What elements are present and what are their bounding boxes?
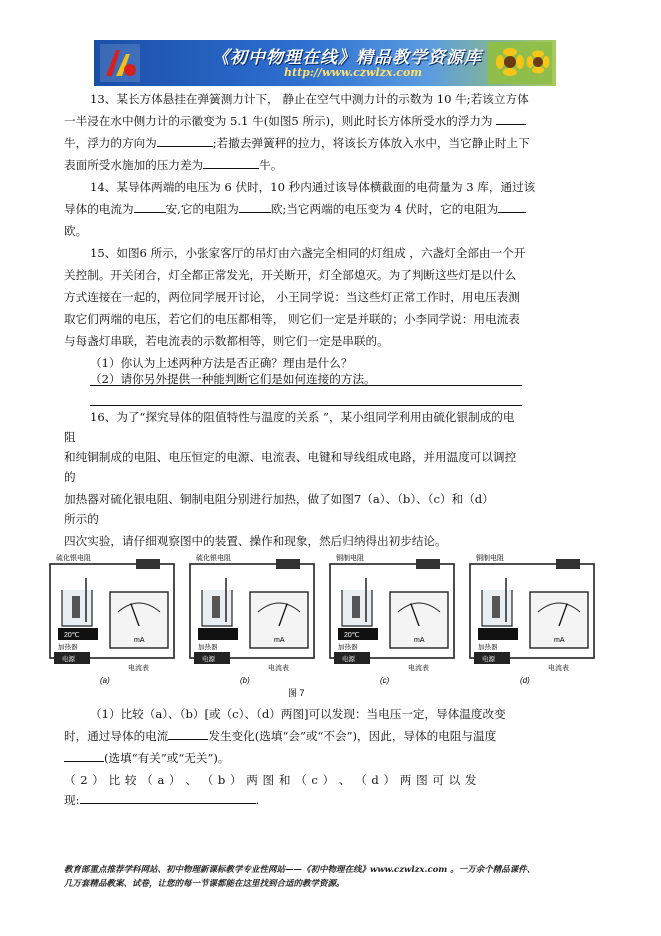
q16-line7: 四次实验，请仔细观察图中的装置、操作和现象，然后归纳得出初步结论。 xyxy=(64,534,447,548)
heater-label: 加热器 xyxy=(338,644,358,651)
sunflower-icon xyxy=(488,42,552,84)
q14-resistance-blank[interactable] xyxy=(239,200,271,213)
header-banner xyxy=(94,40,556,86)
q13-line4: 表面所受水施加的压力差为 牛。 xyxy=(64,158,283,172)
resistor-icon xyxy=(72,596,80,618)
q14-line3: 欧。 xyxy=(64,224,88,238)
panel-id: (c) xyxy=(380,676,390,685)
footer-line1: 教育部重点推荐学科网站、初中物理新课标教学专业性网站——《初中物理在线》www.czwlzx.com 。一万余个精品课件、 xyxy=(64,865,536,875)
resistor-icon xyxy=(352,596,360,618)
q15-line3: 方式连接在一起的，两位同学展开讨论， 小王同学说：当这些灯正常工作时，用电压表测 xyxy=(64,290,520,304)
switch-icon xyxy=(276,559,300,569)
ammeter-unit: mA xyxy=(554,637,565,644)
ammeter-label: 电流表 xyxy=(268,665,289,672)
resistor-label: 硫化银电阻 xyxy=(56,555,91,562)
q16-line3: 和纯铜制成的电阻、电压恒定的电源、电流表、电键和导线组成电路，并用温度可以调控 xyxy=(64,450,517,464)
q16-line6: 所示的 xyxy=(64,512,99,526)
switch-icon xyxy=(136,559,160,569)
q13-line1: 13、某长方体悬挂在弹簧测力计下， 静止在空气中测力计的示数为 10 牛;若该立方体 xyxy=(90,92,529,106)
q16-sub2-line1: （ 2 ） 比 较 （ a ） 、 （ b ） 两 图 和 （ c ） 、 （ d ） 两 图 可 以 发 xyxy=(64,773,478,787)
heater-label: 加热器 xyxy=(198,644,218,651)
panel-id: (b) xyxy=(240,676,250,685)
heater-label: 加热器 xyxy=(478,644,498,651)
resistor-icon xyxy=(492,596,500,618)
resistor-label: 铜制电阻 xyxy=(336,555,364,562)
q16-line4: 的 xyxy=(64,470,76,484)
q13-pressure-blank[interactable] xyxy=(203,156,259,169)
q14-line2: 导体的电流为 安,它的电阻为 欧;当它两端的电压变为 4 伏时，它的电阻为 xyxy=(64,198,588,220)
figure-7 xyxy=(40,550,620,700)
panel-id: (a) xyxy=(100,676,110,685)
banner-url[interactable]: http://www.czwlzx.com xyxy=(284,66,422,79)
power-label: 电源 xyxy=(202,656,215,663)
ammeter-label: 电流表 xyxy=(128,665,149,672)
power-label: 电源 xyxy=(342,656,355,663)
ammeter-unit: mA xyxy=(274,637,285,644)
q16-line5: 加热器对硫化银电阻、铜制电阻分别进行加热，做了如图7（a）、（b）、（c）和（d） xyxy=(64,492,494,506)
q16-current-change-blank[interactable] xyxy=(168,727,208,740)
ammeter-label: 电流表 xyxy=(408,665,429,672)
banner-title: 《初中物理在线》精品教学资源库 xyxy=(212,48,482,68)
switch-icon xyxy=(416,559,440,569)
ammeter-label: 电流表 xyxy=(548,665,569,672)
ammeter-unit: mA xyxy=(134,637,145,644)
site-logo-icon xyxy=(100,44,140,82)
q15-sub2: （2）请你另外提供一种能判断它们是如何连接的方法。 xyxy=(90,372,376,386)
q13-buoyancy-blank[interactable] xyxy=(496,112,526,125)
figure-caption: 图 7 xyxy=(288,688,305,698)
q14-current-blank[interactable] xyxy=(134,200,166,213)
temperature-readout: 20℃ xyxy=(64,632,80,639)
q13-line2: 一半浸在水中侧力计的示徽变为 5.1 牛(如图5 所示)，则此时长方体所受水的浮力为 xyxy=(64,110,588,132)
q15-line4: 取它们两端的电压，若它们的电压都相等， 则它们一定是并联的；小李同学说：用电流表 xyxy=(64,312,520,326)
q16-finding-blank[interactable] xyxy=(80,791,256,804)
q13-line3: 牛，浮力的方向为 ;若撤去弹簧秤的拉力，将该长方体放入水中，当它静止时上下 xyxy=(64,136,530,150)
heater-label: 加热器 xyxy=(58,644,78,651)
q16-sub1-line3: (选填“有关”或“无关”)。 xyxy=(64,747,588,769)
q15-line5: 与每盏灯串联，若电流表的示数都相等，则它们一定是串联的。 xyxy=(64,334,389,348)
resistor-label: 硫化银电阻 xyxy=(196,555,231,562)
q16-relation-blank[interactable] xyxy=(64,749,104,762)
q15-line1: 15、如图6 所示，小张家客厅的吊灯由六盏完全相同的灯组成 ，六盏灯全部由一个开 xyxy=(90,246,526,260)
q16-sub1-line1: （1）比较（a）、（b）[或（c）、（d）两图]可以发现：当电压一定，导体温度改变 xyxy=(90,707,506,721)
switch-icon xyxy=(556,559,580,569)
ammeter-unit: mA xyxy=(414,637,425,644)
q15-sub1: （1）你认为上述两种方法是否正确？理由是什么？ xyxy=(90,356,353,370)
heater-display xyxy=(478,628,518,640)
q15-line2: 关控制。开关闭合，灯全都正常发光，开关断开，灯全部熄灭。为了判断这些灯是以什么 xyxy=(64,268,517,282)
q16-line2: 阻 xyxy=(64,430,76,444)
heater-display xyxy=(198,628,238,640)
q14-new-resistance-blank[interactable] xyxy=(498,200,526,213)
panel-id: (d) xyxy=(520,676,530,685)
resistor-icon xyxy=(212,596,220,618)
q13-direction-blank[interactable] xyxy=(157,134,213,147)
power-label: 电源 xyxy=(62,656,75,663)
q16-line1: 16、为了“探究导体的阻值特性与温度的关系 ”，某小组同学利用由硫化银制成的电 xyxy=(90,410,515,424)
q16-sub1-line2: 时，通过导体的电流 发生变化(选填“会”或“不会”)，因此，导体的电阻与温度 xyxy=(64,729,497,743)
temperature-readout: 20℃ xyxy=(344,632,360,639)
q14-line1: 14、某导体两端的电压为 6 伏时，10 秒内通过该导体横截面的电荷量为 3 库，通过该 xyxy=(90,180,536,194)
resistor-label: 铜制电阻 xyxy=(476,555,504,562)
footer-line2: 几万套精品教案、试卷，让您的每一节课都能在这里找到合适的教学资源。 xyxy=(64,879,345,889)
q16-sub2-line2: 现: . xyxy=(64,793,260,807)
power-label: 电源 xyxy=(482,656,495,663)
